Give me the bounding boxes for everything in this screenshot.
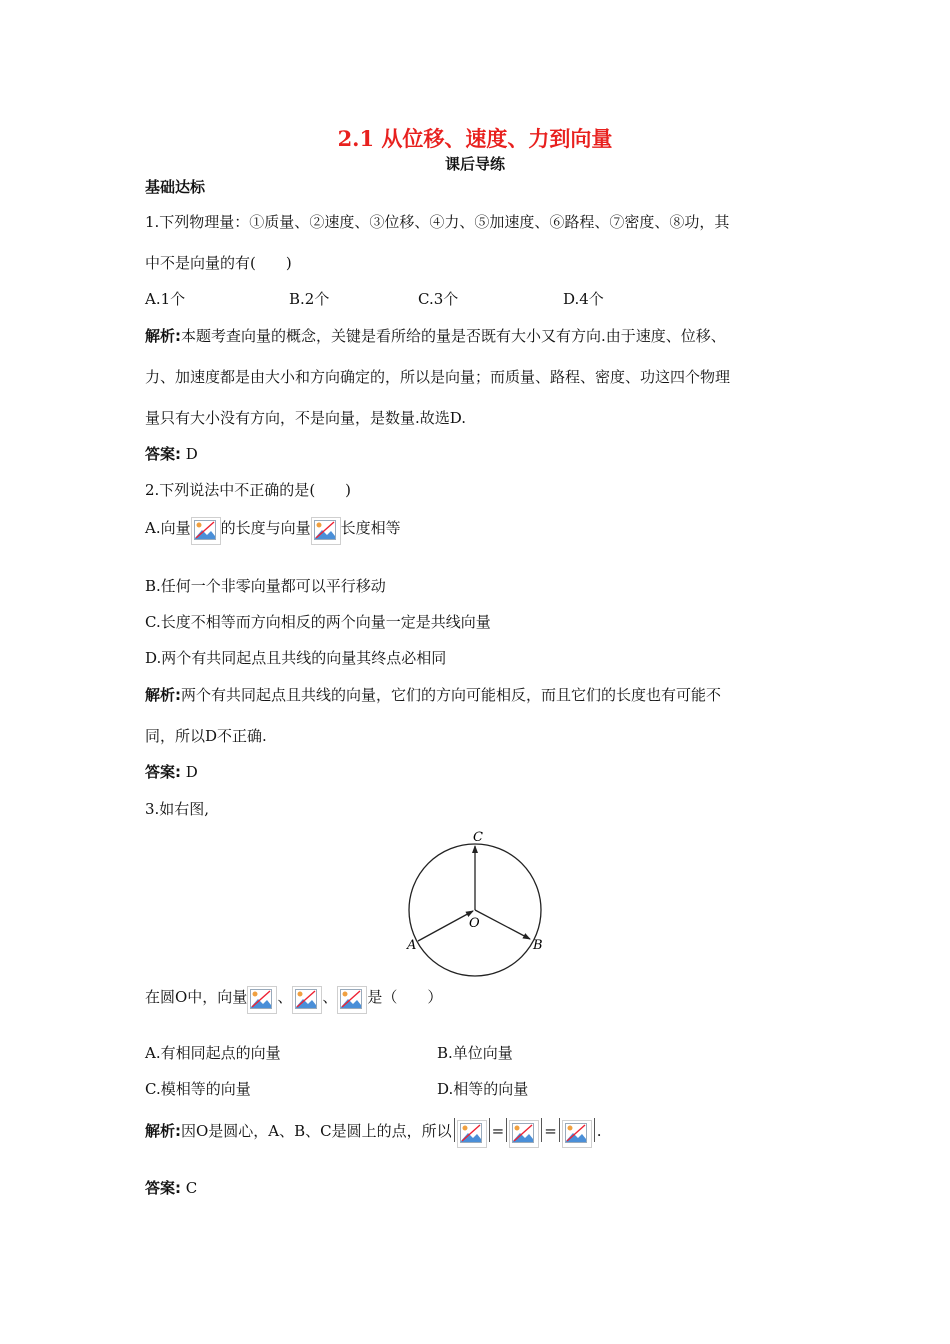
label-o: O [469, 916, 480, 931]
q3-analysis [145, 1118, 602, 1148]
label-a: A [407, 938, 417, 953]
q3-question-text1: 在圆O中，向量 [145, 988, 248, 1006]
page-subtitle: 课后导练 [444, 155, 505, 173]
q1-analysis-text1: 本题考查向量的概念，关键是看所给的量是否既有大小又有方向.由于速度、位移、 [181, 327, 726, 345]
q2-analysis-text1: 两个有共同起点且共线的向量，它们的方向可能相反，而且它们的长度也有可能不 [181, 686, 722, 704]
broken-image-icon [562, 1120, 592, 1148]
broken-image-icon [509, 1120, 539, 1148]
q1-analysis-line1 [145, 326, 726, 346]
abs-bar [559, 1118, 560, 1142]
equals-sign: = [544, 1122, 557, 1140]
q1-answer-label: 答案: [145, 445, 181, 463]
abs-bar [489, 1118, 490, 1142]
q1-analysis-line3: 量只有大小没有方向，不是向量，是数量.故选D. [145, 409, 467, 427]
q3-question-line [145, 986, 442, 1014]
q1-stem-line1: 1.下列物理量：①质量、②速度、③位移、④力、⑤加速度、⑥路程、⑦密度、⑧功，其 [145, 213, 730, 231]
q3-answer-value: C [185, 1179, 198, 1197]
q2-analysis-line2: 同，所以D不正确. [145, 727, 267, 745]
q3-option-d: D.相等的向量 [437, 1080, 529, 1098]
q1-analysis-label: 解析: [145, 327, 181, 345]
q2-option-c: C.长度不相等而方向相反的两个向量一定是共线向量 [145, 613, 491, 631]
broken-image-icon [311, 517, 341, 545]
q2-option-d: D.两个有共同起点且共线的向量其终点必相同 [145, 649, 447, 667]
q2-answer-label: 答案: [145, 763, 181, 781]
abs-bar [594, 1118, 595, 1142]
q3-analysis-text: 因O是圆心，A、B、C是圆上的点，所以 [181, 1122, 452, 1140]
q1-answer-value: D [185, 445, 198, 463]
q3-separator: 、 [277, 988, 293, 1006]
q1-stem-line2: 中不是向量的有( ) [145, 254, 292, 272]
abs-bar [541, 1118, 542, 1142]
q2-option-a-text2: 的长度与向量 [220, 519, 311, 537]
q2-analysis-line1 [145, 685, 721, 705]
label-b: B [533, 938, 543, 953]
period: . [596, 1122, 602, 1140]
vector-ob [475, 910, 530, 939]
broken-image-icon [337, 986, 367, 1014]
q3-option-c: C.模相等的向量 [145, 1080, 251, 1098]
abs-bar [506, 1118, 507, 1142]
broken-image-icon [247, 986, 277, 1014]
q2-option-b: B.任何一个非零向量都可以平行移动 [145, 577, 386, 595]
broken-image-icon [457, 1120, 487, 1148]
q3-separator: 、 [322, 988, 338, 1006]
q2-analysis-label: 解析: [145, 686, 181, 704]
q1-option-a: A.1个 [145, 290, 186, 308]
q1-option-c: C.3个 [418, 290, 459, 308]
q3-option-a: A.有相同起点的向量 [145, 1044, 281, 1062]
page-title: 2.1 从位移、速度、力到向量 [337, 126, 613, 151]
q1-analysis-line2: 力、加速度都是由大小和方向确定的，所以是向量；而质量、路程、密度、功这四个物理 [145, 368, 731, 386]
section-heading: 基础达标 [145, 178, 206, 196]
vector-ao [418, 911, 473, 941]
circle-figure [400, 825, 560, 980]
broken-image-icon [191, 517, 221, 545]
q2-stem: 2.下列说法中不正确的是( ) [145, 481, 352, 499]
q3-stem: 3.如右图, [145, 800, 210, 818]
q3-option-b: B.单位向量 [437, 1044, 513, 1062]
q3-answer [145, 1178, 197, 1198]
abs-bar [454, 1118, 455, 1142]
q3-analysis-label: 解析: [145, 1122, 181, 1140]
q1-option-b: B.2个 [289, 290, 330, 308]
q2-option-a-text3: 长度相等 [340, 519, 401, 537]
q1-answer [145, 444, 198, 464]
q2-answer [145, 762, 198, 782]
q2-option-a-text1: A.向量 [145, 519, 191, 537]
q1-option-d: D.4个 [563, 290, 604, 308]
q3-answer-label: 答案: [145, 1179, 181, 1197]
q3-question-text2: 是（ ） [367, 988, 443, 1006]
q2-answer-value: D [185, 763, 198, 781]
equals-sign: = [491, 1122, 505, 1140]
label-c: C [473, 830, 483, 845]
broken-image-icon [292, 986, 322, 1014]
q2-option-a [145, 517, 401, 545]
